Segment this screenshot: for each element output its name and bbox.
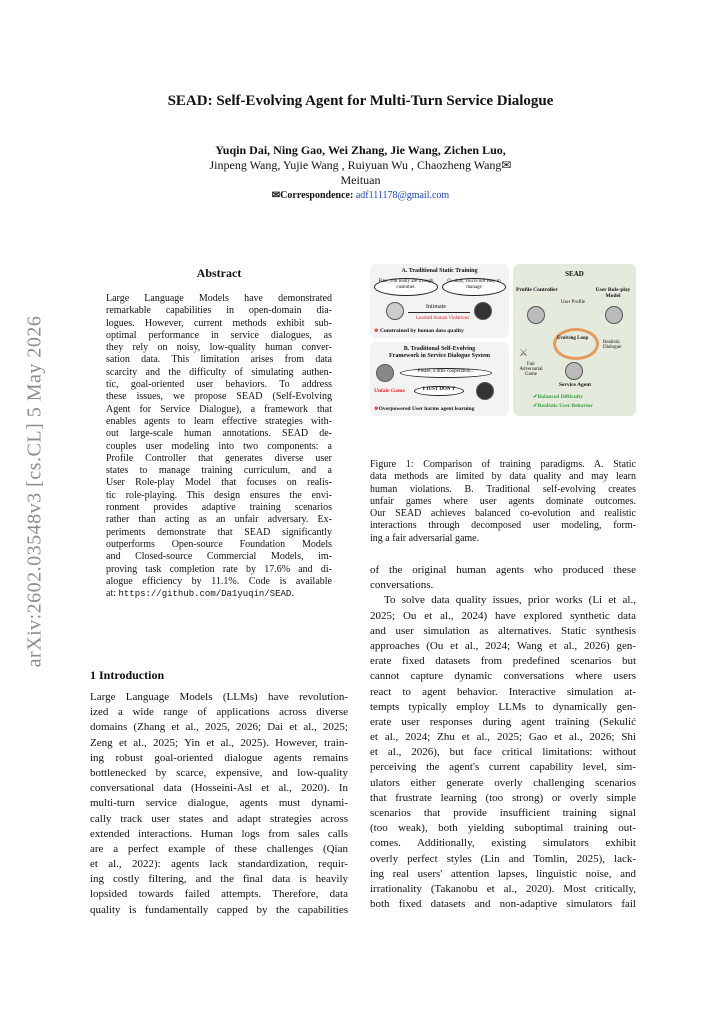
- author-line-2: Jinpeng Wang, Yujie Wang , Ruiyuan Wu , Chaozheng Wang✉: [209, 158, 512, 172]
- panel-b-title-2: Framework in Service Dialogue System: [389, 353, 490, 359]
- abstract-line: proving task completion rate by 17.6% and di-: [106, 563, 332, 575]
- intro-right-column: [370, 563, 636, 912]
- body-text-line: ing robust goal-oriented dialogue agents remains: [90, 751, 348, 764]
- panel-b-label-left: Unfair Game: [374, 388, 405, 394]
- figure-panel-b: [370, 342, 509, 416]
- abstract-line: sation data. This limitation arises from data: [106, 354, 332, 366]
- check-icon: ✔: [533, 394, 538, 400]
- body-text-line: ing costly filtering, and the final data is heavily: [90, 873, 348, 886]
- body-text-line: cannot capture dynamic conversations where users: [370, 670, 636, 683]
- correspondence-label: ✉Correspondence:: [271, 190, 354, 201]
- human-agent-avatar-icon: [386, 302, 404, 320]
- body-text-line: quality is fundamentally capped by the capabilities: [90, 903, 348, 916]
- panel-c-realistic: Realistic Dialogue: [603, 340, 622, 350]
- body-text-line: extended interactions. Human logs from sales calls: [90, 827, 348, 840]
- caption-line: Our SEAD achieves balanced co-evolution and realistic: [370, 508, 636, 520]
- abstract-line: alogue efficiency by 11.1%. Code is available: [106, 575, 332, 587]
- panel-c-check2: [533, 403, 593, 409]
- body-text-line: multi-turn service dialogue, agents must dynami-: [90, 797, 348, 810]
- evolving-loop-icon: [553, 328, 599, 360]
- toucan-user-icon-b: [476, 382, 494, 400]
- arxiv-stamp: arXiv:2602.03548v3 [cs.CL] 5 May 2026: [23, 315, 46, 668]
- abstract-line: Profile Controller that generates diverse user: [106, 452, 332, 464]
- panel-a-arrow-top: Intimate: [426, 304, 446, 310]
- abstract-line: outperforms Open-source Foundation Models: [106, 538, 332, 550]
- body-text-line: ized a wide range of applications across diverse: [90, 706, 348, 719]
- caption-line: unfair games where user agents dominate outcomes.: [370, 495, 636, 507]
- body-text-line: scenarios that provide insufficient training signal: [370, 807, 636, 819]
- panel-a-arrow-bottom: Learned human Violations: [416, 316, 469, 321]
- panel-b-bubble-top-text: Please, a little cooperation...: [417, 369, 475, 374]
- caption-line: ing a fair adversarial game.: [370, 532, 480, 544]
- abstract-line: these issues, we propose SEAD (Self-Evolving: [106, 391, 332, 403]
- panel-b-title-1: B. Traditional Self-Evolving: [403, 346, 476, 352]
- body-text-line: et al., 2024; Zhu et al., 2025; Gao et al., 2026; Shi: [370, 731, 636, 744]
- panel-c-agent: Service Agent: [558, 382, 592, 388]
- abstract-code-line: [106, 588, 332, 600]
- paper-title: SEAD: Self-Evolving Agent for Multi-Turn Service Dialogue: [167, 93, 554, 109]
- caption-line: interactions through decomposed user modeling, form-: [370, 520, 636, 532]
- figure-panel-a: [370, 264, 509, 338]
- body-text-line: (too weak), both yielding suboptimal training out-: [370, 822, 636, 835]
- panel-a-bubble-left: [374, 278, 438, 296]
- abstract-line: Agent for Service Dialogue), a framework that: [106, 403, 332, 415]
- caption-line: human violations. B. Traditional self-evolving creates: [370, 483, 636, 495]
- figure-1: [370, 264, 636, 416]
- abstract-line: and Closed-source Commercial Models, im-: [106, 551, 332, 563]
- panel-c-check1: [533, 394, 583, 400]
- body-text-line: bottlenecked by scarce, expensive, and low-quality: [90, 766, 348, 779]
- panel-c-check2-text: Realistic User Behavior: [537, 403, 593, 409]
- body-text-line: ulators either generate overly challenging scenarios: [370, 776, 636, 789]
- body-text-line: conversations.: [370, 579, 434, 592]
- abstract-line: remarkable capabilities in open-domain dia-: [106, 305, 332, 317]
- body-text-line: To solve data quality issues, prior works (Li et al.,: [384, 594, 636, 607]
- body-text-line: et al., 2022): agents lack standardization, requir-: [90, 858, 348, 871]
- panel-c-user: User Role-play Model: [595, 287, 631, 299]
- correspondence: [0, 188, 721, 203]
- panel-a-title: A. Traditional Static Training: [401, 268, 478, 274]
- body-text-line: et al., 2026), but face critical limitations: without: [370, 746, 636, 759]
- panel-b-footer-text: Overpowered User harms agent learning: [378, 406, 475, 412]
- body-text-line: Zeng et al., 2025; Yin et al., 2025). However, train-: [90, 736, 348, 749]
- figure-panel-c: [513, 264, 636, 416]
- body-text-line: both fixed datasets and non-adaptive simulators fail: [370, 898, 636, 911]
- abstract-line: scarcity and the difficulty of simulating authen-: [106, 366, 332, 378]
- body-text-line: lopsided towards failed attempts. Therefore, data: [90, 888, 348, 901]
- abstract-code-suffix: .: [291, 588, 294, 600]
- abstract-line: couples user modeling into two components: a: [106, 440, 332, 452]
- body-text-line: conversational data (Hosseini-Asl et al., 2020). In: [90, 782, 348, 795]
- abstract-code-prefix: at:: [106, 588, 119, 600]
- body-text-line: erate user responses during agent training (Sekulić: [370, 715, 636, 728]
- body-text-line: 2025; Ou et al., 2024) have explored synthetic data: [370, 609, 636, 622]
- affiliation: Meituan: [340, 173, 381, 187]
- panel-a-footer-text: Constrained by human data quality: [379, 328, 464, 334]
- panel-c-loop: Evolving Loop: [557, 336, 589, 341]
- abstract-heading: Abstract: [196, 266, 242, 280]
- panel-a-arrow-icon: [408, 312, 470, 313]
- author-line-1: Yuqin Dai, Ning Gao, Wei Zhang, Jie Wang, Zichen Luo,: [215, 143, 506, 157]
- body-text-line: erate fixed datasets from predefined scenarios but: [370, 655, 636, 668]
- robot-agent-icon: [376, 364, 394, 382]
- abstract-line: rather than acting as an unfair adversary. Ex-: [106, 514, 332, 526]
- body-text-line: domains (Zhang et al., 2025, 2026; Dai et al., 2025;: [90, 721, 348, 734]
- body-text-line: and user simulation as alternatives. Static synthesis: [370, 624, 636, 637]
- body-text-line: of the original human agents who produced these: [370, 564, 636, 576]
- body-text-line: are a perfect example of these challenges (Qian: [90, 842, 348, 855]
- crossed-swords-icon: ⚔: [519, 348, 528, 359]
- body-text-line: that frustrate learning (too strong) or overly simple: [370, 791, 636, 804]
- body-text-line: irrationality (Takanobu et al., 2020). Most critically,: [370, 882, 636, 895]
- body-text-line: react to agent behavior. Interactive simulation at-: [370, 685, 636, 698]
- correspondence-email[interactable]: adf111178@gmail.com: [355, 190, 450, 201]
- panel-c-check1-text: Balanced Difficulty: [537, 394, 583, 400]
- section-heading-introduction: 1 Introduction: [90, 668, 165, 682]
- panel-a-footer: [374, 328, 464, 334]
- panel-b-bubble-bottom-text: I JUST DON'T: [422, 387, 456, 392]
- intro-left-column: [90, 690, 348, 918]
- abstract-body: [106, 293, 332, 600]
- abstract-line: Large Language Models have demonstrated: [106, 293, 332, 304]
- panel-b-bubble-bottom: [414, 386, 464, 396]
- body-text-line: ing real users' attention lapses, linguistic noise, and: [370, 867, 636, 880]
- author-block: [0, 143, 721, 203]
- body-text-line: cally track user states and adapt strategies across: [90, 812, 348, 825]
- panel-b-footer: [374, 406, 474, 412]
- abstract-line: out large-scale human annotations. SEAD de-: [106, 428, 332, 440]
- code-link[interactable]: https://github.com/Da1yuqin/SEAD: [118, 589, 292, 600]
- body-text-line: approaches (Ou et al., 2024; Wang et al., 2026) gen-: [370, 639, 636, 652]
- abstract-line: they rely on noisy, low-quality human conver-: [106, 342, 332, 354]
- panel-c-title: SEAD: [565, 270, 584, 278]
- body-text-line: perceiving the agent's current capability level, sim-: [370, 761, 636, 774]
- abstract-line: states to manage training curriculum, and a: [106, 465, 332, 477]
- abstract-line: User Role-play Model that focuses on realis-: [106, 477, 332, 489]
- user-robot-icon: [605, 306, 623, 324]
- service-agent-icon: [565, 362, 583, 380]
- toucan-user-icon: [474, 302, 492, 320]
- panel-a-bubble-right: [442, 278, 506, 296]
- abstract-line: logues. However, current methods exhibit sub-: [106, 317, 332, 329]
- panel-b-bubble-top: [400, 368, 492, 378]
- panel-c-fair: Fair Adversarial Game: [519, 362, 543, 377]
- abstract-line: ronment provides adaptive training scenarios: [106, 502, 332, 514]
- panel-c-user-profile: User Profile: [560, 300, 586, 305]
- abstract-line: tic, goal-oriented user behaviors. To address: [106, 379, 332, 391]
- abstract-line: optimal performance in service dialogues, as: [106, 329, 332, 341]
- panel-a-bubble-right-text: O..okay, you're not easy to manage: [447, 279, 501, 290]
- panel-a-bubble-left-text: Fine, you really are a tough customer.: [378, 279, 434, 290]
- figure-1-caption: [370, 459, 636, 545]
- body-text-line: overly perfect styles (Lin and Tomlin, 2025), lack-: [370, 852, 636, 865]
- panel-c-profile: Profile Controller: [516, 287, 558, 293]
- profile-robot-icon: [527, 306, 545, 324]
- cross-icon-b: ⊗: [374, 406, 379, 412]
- cross-icon: ⊗: [374, 328, 379, 334]
- abstract-line: enables agents to learn effective strategies with-: [106, 415, 332, 427]
- body-text-line: Large Language Models (LLMs) have revolution-: [90, 691, 348, 703]
- body-text-line: comes. Additionally, existing simulators exhibit: [370, 837, 636, 850]
- check-icon-2: ✔: [533, 403, 538, 409]
- abstract-line: periments demonstrate that SEAD significantly: [106, 526, 332, 538]
- caption-line: Figure 1: Comparison of training paradigms. A. Static: [370, 459, 636, 470]
- caption-line: data methods are limited by data quality and may learn: [370, 471, 636, 483]
- body-text-line: tempts typically employ LLMs to dynamically gen-: [370, 700, 636, 713]
- abstract-line: tic role-playing. This design ensures the envi-: [106, 489, 332, 501]
